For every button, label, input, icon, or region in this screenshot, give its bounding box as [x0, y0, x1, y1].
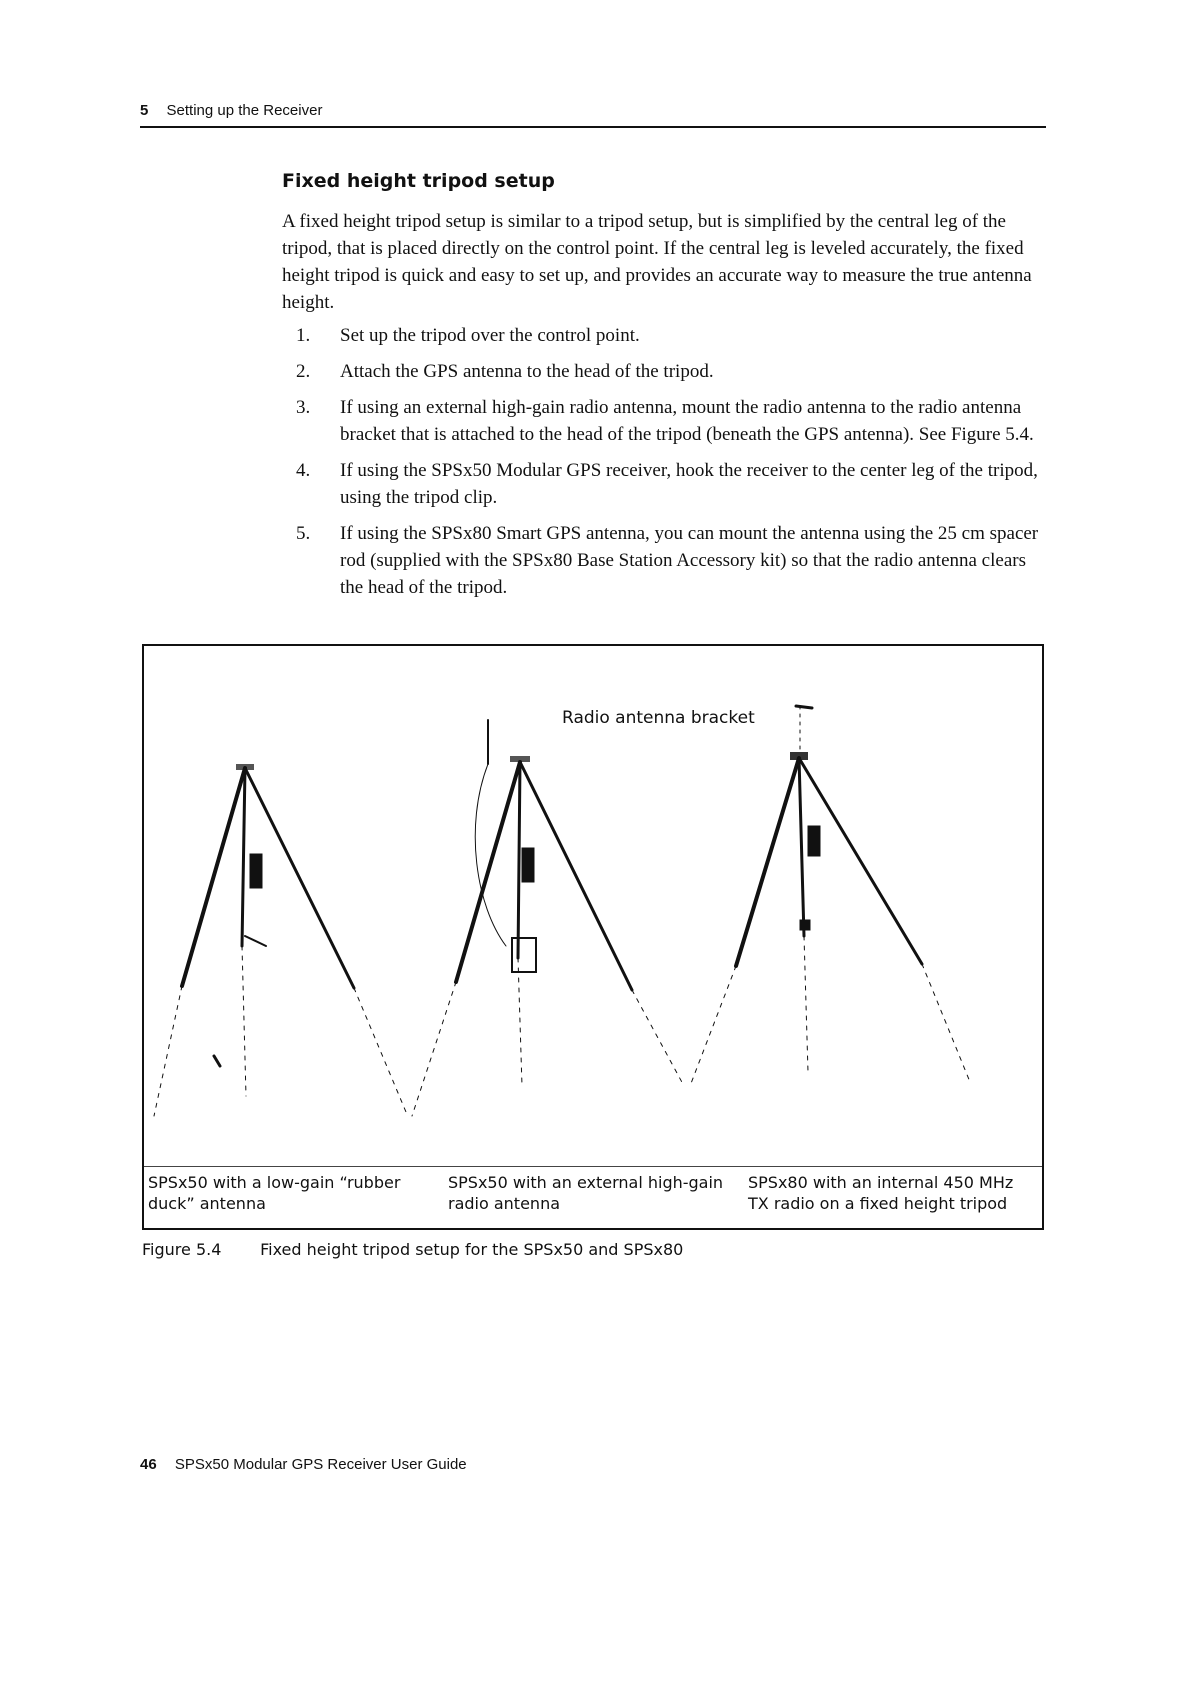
caption-divider — [144, 1166, 1042, 1167]
list-item — [282, 358, 1048, 385]
tripod-3-figure — [690, 706, 970, 1086]
tripod-illustration — [144, 646, 1042, 1228]
step-text: Attach the GPS antenna to the head of the tripod. — [340, 361, 714, 382]
page-number: 46 — [140, 1456, 157, 1473]
figure-number: Figure 5.4 — [142, 1240, 222, 1259]
list-item — [282, 520, 1048, 601]
running-footer — [140, 1456, 467, 1473]
step-number: 5. — [296, 523, 311, 544]
step-number: 4. — [296, 460, 311, 481]
header-rule — [140, 126, 1046, 128]
steps-list — [282, 322, 1048, 610]
running-header — [140, 102, 322, 119]
tripod-1-figure — [154, 764, 406, 1116]
footer-title: SPSx50 Modular GPS Receiver User Guide — [174, 1456, 467, 1473]
step-number: 1. — [296, 325, 311, 346]
step-text: If using the SPSx80 Smart GPS antenna, you can mount the antenna using the 25 cm spacer rod (supplied with the SPSx80 Base Station Accessory kit) so that the radio antenna clears the head of the tripod. — [340, 523, 1039, 598]
step-text: If using an external high-gain radio antenna, mount the radio antenna to the radio antenna bracket that is attached to the head of the tripod (beneath the GPS antenna). See Figure 5.4. — [340, 397, 1034, 445]
list-item — [282, 457, 1048, 511]
photo-caption: SPSx80 with an internal 450 MHz TX radio on a fixed height tripod — [748, 1173, 1014, 1213]
photo-caption: SPSx50 with an external high-gain radio antenna — [448, 1173, 724, 1213]
figure-box — [142, 644, 1044, 1230]
section-title: Fixed height tripod setup — [282, 170, 555, 192]
callout-label: Radio antenna bracket — [562, 708, 755, 728]
step-number: 2. — [296, 361, 311, 382]
list-item — [282, 322, 1048, 349]
chapter-number: 5 — [140, 102, 149, 119]
step-text: If using the SPSx50 Modular GPS receiver, hook the receiver to the center leg of the tripod, using the tripod clip. — [340, 460, 1038, 508]
list-item — [282, 394, 1048, 448]
step-number: 3. — [296, 397, 311, 418]
intro-paragraph: A fixed height tripod setup is similar to a tripod setup, but is simplified by the central leg of the tripod, that is placed directly on the control point. If the central leg is leveled accurately, the fixed height tripod is quick and easy to set up, and provides an accurate way to measure the true antenna height. — [282, 211, 1032, 313]
tripod-2-figure — [412, 720, 684, 1116]
photo-caption: SPSx50 with a low-gain “rubber duck” antenna — [148, 1173, 401, 1213]
figure-title: Fixed height tripod setup for the SPSx50 and SPSx80 — [260, 1240, 684, 1259]
chapter-title: Setting up the Receiver — [166, 102, 323, 119]
figure-label — [142, 1240, 683, 1259]
step-text: Set up the tripod over the control point. — [340, 325, 640, 346]
